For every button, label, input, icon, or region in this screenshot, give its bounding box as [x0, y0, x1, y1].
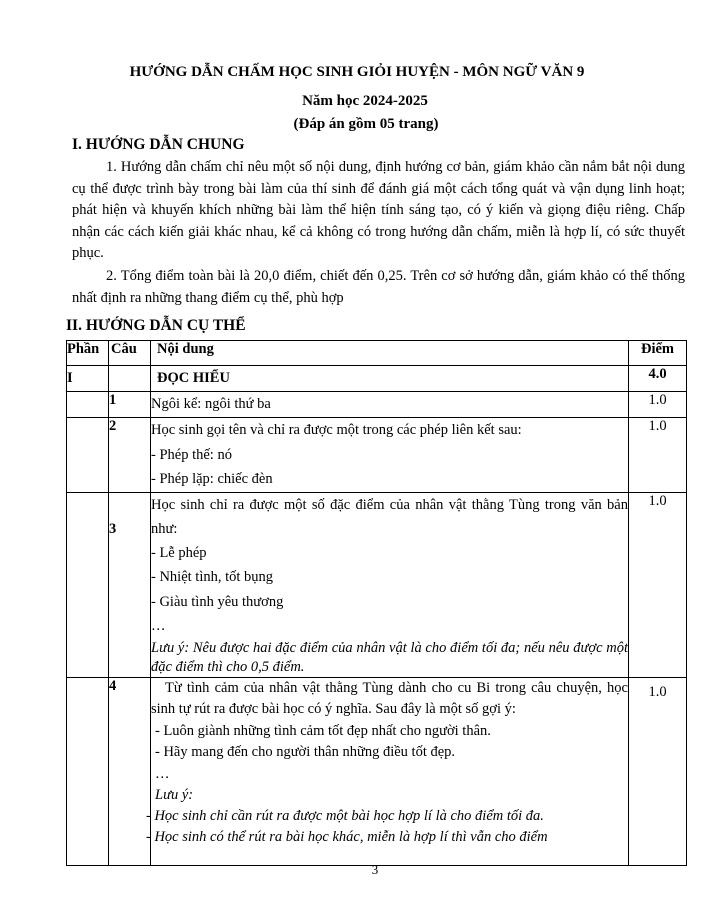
- part-score: 4.0: [629, 366, 687, 392]
- question-number: 1: [109, 392, 151, 418]
- content-line: …: [151, 618, 166, 634]
- empty-cell: [67, 492, 109, 677]
- question-number: 2: [109, 418, 151, 493]
- question-content: [146, 677, 629, 865]
- content-line: - Giàu tình yêu thương: [151, 593, 284, 610]
- general-guideline-2: 2. Tổng điểm toàn bài là 20,0 điểm, chiết đến 0,25. Trên cơ sở hướng dẫn, giám khảo có thể thống nhất định ra những thang điểm cụ thể, phù hợp: [72, 268, 685, 306]
- question-content: [151, 418, 629, 493]
- question-score: 1.0: [629, 418, 687, 493]
- page-number: 3: [371, 862, 379, 877]
- content-intro: Từ tình cảm của nhân vật thằng Tùng dành cho cu Bi trong câu chuyện, học sinh tự rút ra được bài học có ý nghĩa. Sau đây là một số gợi ý:: [151, 679, 628, 717]
- header-part: Phần: [67, 341, 109, 366]
- note-label: Lưu ý:: [155, 787, 194, 803]
- scoring-note: - Học sinh chỉ cần rút ra được một bài học hợp lí là cho điểm tối đa.: [146, 808, 544, 824]
- content-line: - Lễ phép: [151, 544, 207, 561]
- table-row: [67, 366, 687, 392]
- answer-page-note: (Đáp án gồm 05 trang): [293, 116, 439, 132]
- part-title: ĐỌC HIỂU: [151, 366, 629, 392]
- document-title: HƯỚNG DẪN CHẤM HỌC SINH GIỎI HUYỆN - MÔN NGỮ VĂN 9: [129, 64, 585, 80]
- empty-cell: [67, 418, 109, 493]
- content-line: - Phép lặp: chiếc đèn: [151, 471, 273, 487]
- content-line: - Luôn giành những tình cảm tốt đẹp nhất cho người thân.: [155, 722, 491, 739]
- question-score: 1.0: [629, 677, 687, 865]
- header-content: Nội dung: [151, 341, 629, 366]
- content-intro: Học sinh chỉ ra được một số đặc điểm của nhân vật thằng Tùng trong văn bản như:: [151, 496, 628, 537]
- question-number: 3: [109, 492, 151, 677]
- content-line: …: [155, 765, 170, 782]
- section-heading-general: I. HƯỚNG DẪN CHUNG: [72, 136, 245, 153]
- section-heading-specific: II. HƯỚNG DẪN CỤ THỂ: [66, 317, 246, 334]
- scoring-table: [66, 340, 687, 866]
- table-row: [67, 677, 687, 865]
- content-line: - Hãy mang đến cho người thân những điều tốt đẹp.: [155, 744, 456, 760]
- scoring-note: - Học sinh có thể rút ra bài học khác, miễn là hợp lí thì vẫn cho điểm: [146, 829, 548, 845]
- content-line: - Phép thế: nó: [151, 446, 232, 463]
- question-score: 1.0: [629, 492, 687, 677]
- empty-cell: [109, 366, 151, 392]
- part-number: I: [67, 366, 109, 392]
- table-header-row: [67, 341, 687, 366]
- content-line: Học sinh gọi tên và chỉ ra được một trong các phép liên kết sau:: [151, 422, 522, 438]
- table-row: [67, 492, 687, 677]
- question-number: 4: [109, 677, 151, 865]
- school-year: Năm học 2024-2025: [302, 93, 428, 109]
- content-line: - Nhiệt tình, tốt bụng: [151, 569, 274, 585]
- empty-cell: [67, 677, 109, 865]
- empty-cell: [67, 392, 109, 418]
- question-content: Ngôi kể: ngôi thứ ba: [151, 392, 629, 418]
- general-guideline-1: 1. Hướng dẫn chấm chỉ nêu một số nội dung, định hướng cơ bản, giám khảo cần nắm bắt nội dung cụ thể được trình bày trong bài làm của thí sinh để đánh giá một cách tổng quát và vận dụng linh hoạt; phát hiện và khuyến khích những bài làm thể hiện tính sáng tạo, có ý kiến và giọng điệu riêng. Chấp nhận các cách kiến giải khác nhau, kể cả không có trong hướng dẫn chấm, miễn là hợp lí, có sức thuyết phục.: [72, 159, 685, 261]
- question-content: [151, 492, 629, 677]
- scoring-note: Lưu ý: Nêu được hai đặc điểm của nhân vật là cho điểm tối đa; nếu nêu được một đặc điểm thì cho 0,5 điểm.: [151, 639, 628, 675]
- header-score: Điểm: [629, 341, 687, 366]
- header-question: Câu: [109, 341, 151, 366]
- table-row: [67, 418, 687, 493]
- question-score: 1.0: [629, 392, 687, 418]
- table-row: [67, 392, 687, 418]
